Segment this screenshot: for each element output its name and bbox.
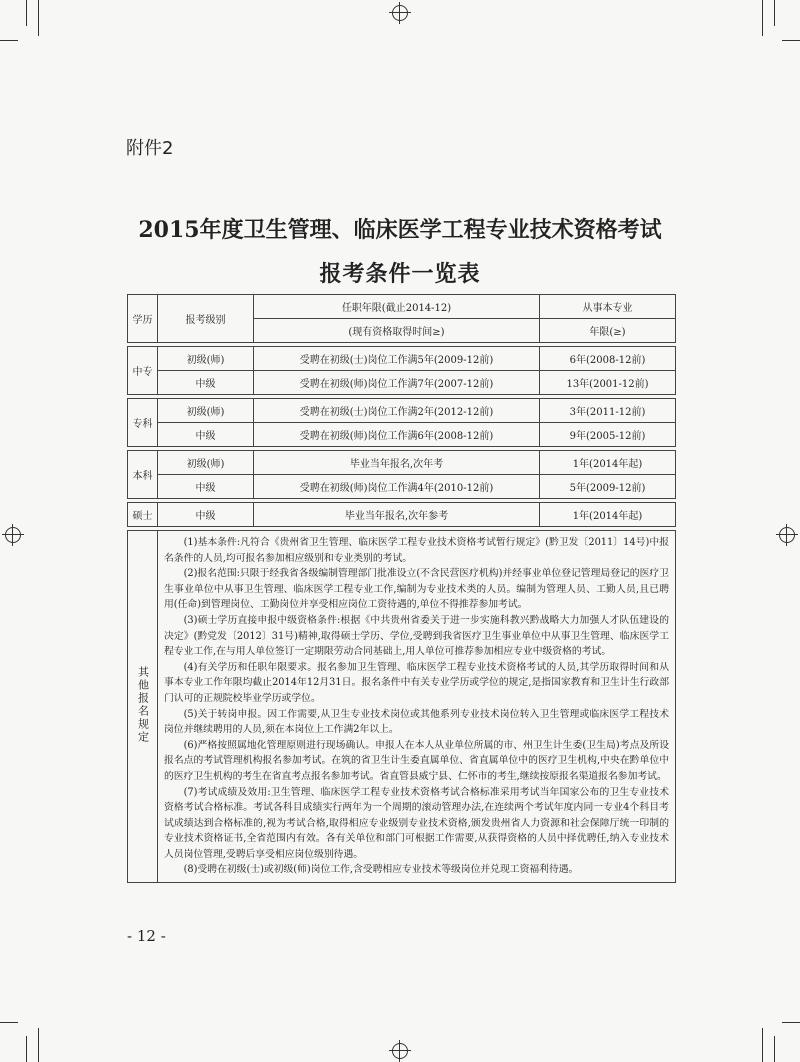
note-paragraph: (3)硕士学历直接申报中级资格条件:根据《中共贵州省委关于进一步实施科教兴黔战略大力加强人才队伍建设的决定》(黔党发〔2012〕31号)精神,取得硕士学历、学位,受聘到我省医疗卫生事业单位中从事卫生管理、临床医学工程专业工作,在与用人单位签订一定期限劳动合同基础上,用人单位可推荐参加相应专业中级资格的考试。: [164, 614, 669, 658]
note-paragraph: (5)关于转岗申报。因工作需要,从卫生专业技术岗位或其他系列专业技术岗位转入卫生管理或临床医学工程技术岗位并继续聘用的人员,须在本岗位上工作满2年以上。: [164, 708, 669, 736]
header-years-sub: 年限(≥): [540, 319, 676, 343]
education-cell: 中专: [128, 347, 158, 395]
tenure-cell: 受聘在初级(士)岗位工作满2年(2012-12前): [254, 399, 540, 423]
level-cell: 中级: [158, 423, 254, 447]
crop-mark: [774, 0, 775, 26]
level-cell: 初级(师): [158, 347, 254, 371]
table-row: [128, 399, 676, 423]
crop-mark: [762, 1028, 763, 1062]
crop-mark: [774, 1036, 775, 1062]
registration-mark-icon: [389, 1040, 411, 1062]
years-cell: 3年(2011-12前): [540, 399, 676, 423]
notes-row: [128, 531, 676, 883]
level-cell: 中级: [158, 475, 254, 499]
years-cell: 1年(2014年起): [540, 503, 676, 527]
note-paragraph: (7)考试成绩及效用:卫生管理、临床医学工程专业技术资格考试合格标准采用考试当年国家公布的卫生专业技术资格考试合格标准。考试各科目成绩实行两年为一个周期的滚动管理办法,在连续两个考试年度内同一专业4个科目考试成绩达到合格标准的,视为考试合格,取得相应专业级别专业技术资格,颁发贵州省人力资源和社会保障厅统一印制的专业技术资格证书,全省范围内有效。各有关单位和部门可根据工作需要,从获得资格的人员中择优聘任,纳入专业技术人员岗位管理,受聘后享受相应岗位级别待遇。: [164, 786, 669, 860]
note-paragraph: (4)有关学历和任职年限要求。报名参加卫生管理、临床医学工程专业技术资格考试的人员,其学历取得时间和从事本专业工作年限均截止2014年12月31日。报名条件中有关专业学历或学位的规定,是指国家教育和卫生计生行政部门认可的正规院校毕业学历或学位。: [164, 661, 669, 704]
page-number: - 12 -: [127, 927, 166, 945]
registration-mark-icon: [2, 524, 24, 546]
header-level: 报考级别: [158, 295, 254, 343]
years-cell: 13年(2001-12前): [540, 371, 676, 395]
notes-label: 其他报名规定: [136, 666, 150, 745]
crop-mark: [26, 1036, 27, 1062]
registration-mark-icon: [389, 2, 411, 24]
education-cell: 本科: [128, 451, 158, 499]
header-tenure: 任职年限(截止2014-12): [254, 295, 540, 319]
note-paragraph: (1)基本条件:凡符合《贵州省卫生管理、临床医学工程专业技术资格考试暂行规定》(黔卫发〔2011〕14号)中报名条件的人员,均可报名参加相应级别和专业类别的考试。: [164, 537, 669, 564]
note-paragraph: (2)报名范围:只限于经我省各级编制管理部门批准设立(不含民营医疗机构)并经事业单位登记管理局登记的医疗卫生事业单位中从事卫生管理、临床医学工程专业工作,编制为专业技术类的人员。编制为管理人员、工勤人员,且已聘用(任命)到管理岗位、工勤岗位并享受相应岗位工资待遇的,单位不得推荐参加考试。: [164, 568, 669, 611]
note-paragraph: (6)严格按照属地化管理原则进行现场确认。申报人在本人从业单位所属的市、州卫生计生委(卫生局)考点及所设报名点的考试管理机构报名参加考试。在筑的省卫生计生委直属单位、省直属单位中的医疗卫生机构,中央在黔单位中的医疗卫生机构的考生在省直考点报名参加考试。省直管县威宁县、仁怀市的考生,继续按原报名渠道报名参加考试。: [164, 739, 669, 782]
tenure-cell: 受聘在初级(师)岗位工作满6年(2008-12前): [254, 423, 540, 447]
crop-mark: [782, 1022, 800, 1023]
table-row: [128, 371, 676, 395]
crop-mark: [0, 40, 18, 41]
table-row: [128, 451, 676, 475]
crop-mark: [38, 0, 39, 36]
level-cell: 初级(师): [158, 399, 254, 423]
crop-mark: [762, 0, 763, 36]
years-cell: 5年(2009-12前): [540, 475, 676, 499]
registration-mark-icon: [776, 524, 798, 546]
education-cell: 专科: [128, 399, 158, 447]
document-title: 2015年度卫生管理、临床医学工程专业技术资格考试: [138, 217, 662, 243]
tenure-cell: 毕业当年报名,次年考: [254, 451, 540, 475]
attachment-label: 附件2: [126, 138, 174, 159]
header-years: 从事本专业: [540, 295, 676, 319]
header-tenure-sub: (现有资格取得时间≥): [254, 319, 540, 343]
table-row: [128, 475, 676, 499]
tenure-cell: 受聘在初级(士)岗位工作满5年(2009-12前): [254, 347, 540, 371]
years-cell: 9年(2005-12前): [540, 423, 676, 447]
tenure-cell: 受聘在初级(师)岗位工作满4年(2010-12前): [254, 475, 540, 499]
crop-mark: [26, 0, 27, 26]
table-row: [128, 503, 676, 527]
level-cell: 初级(师): [158, 451, 254, 475]
crop-mark: [0, 1022, 18, 1023]
notes-label-cell: [128, 531, 158, 883]
table-row: [128, 347, 676, 371]
tenure-cell: 毕业当年报名,次年参考: [254, 503, 540, 527]
requirements-table: [127, 294, 676, 883]
crop-mark: [782, 40, 800, 41]
level-cell: 中级: [158, 371, 254, 395]
table-row: [128, 423, 676, 447]
level-cell: 中级: [158, 503, 254, 527]
crop-mark: [38, 1028, 39, 1062]
education-cell: 硕士: [128, 503, 158, 527]
notes-cell: [158, 531, 676, 883]
years-cell: 1年(2014年起): [540, 451, 676, 475]
document-subtitle: 报考条件一览表: [319, 261, 481, 287]
years-cell: 6年(2008-12前): [540, 347, 676, 371]
tenure-cell: 受聘在初级(师)岗位工作满7年(2007-12前): [254, 371, 540, 395]
header-education: 学历: [128, 295, 158, 343]
note-paragraph: (8)受聘在初级(士)或初级(师)岗位工作,含受聘相应专业技术等级岗位并兑现工资福利待遇。: [183, 864, 579, 876]
